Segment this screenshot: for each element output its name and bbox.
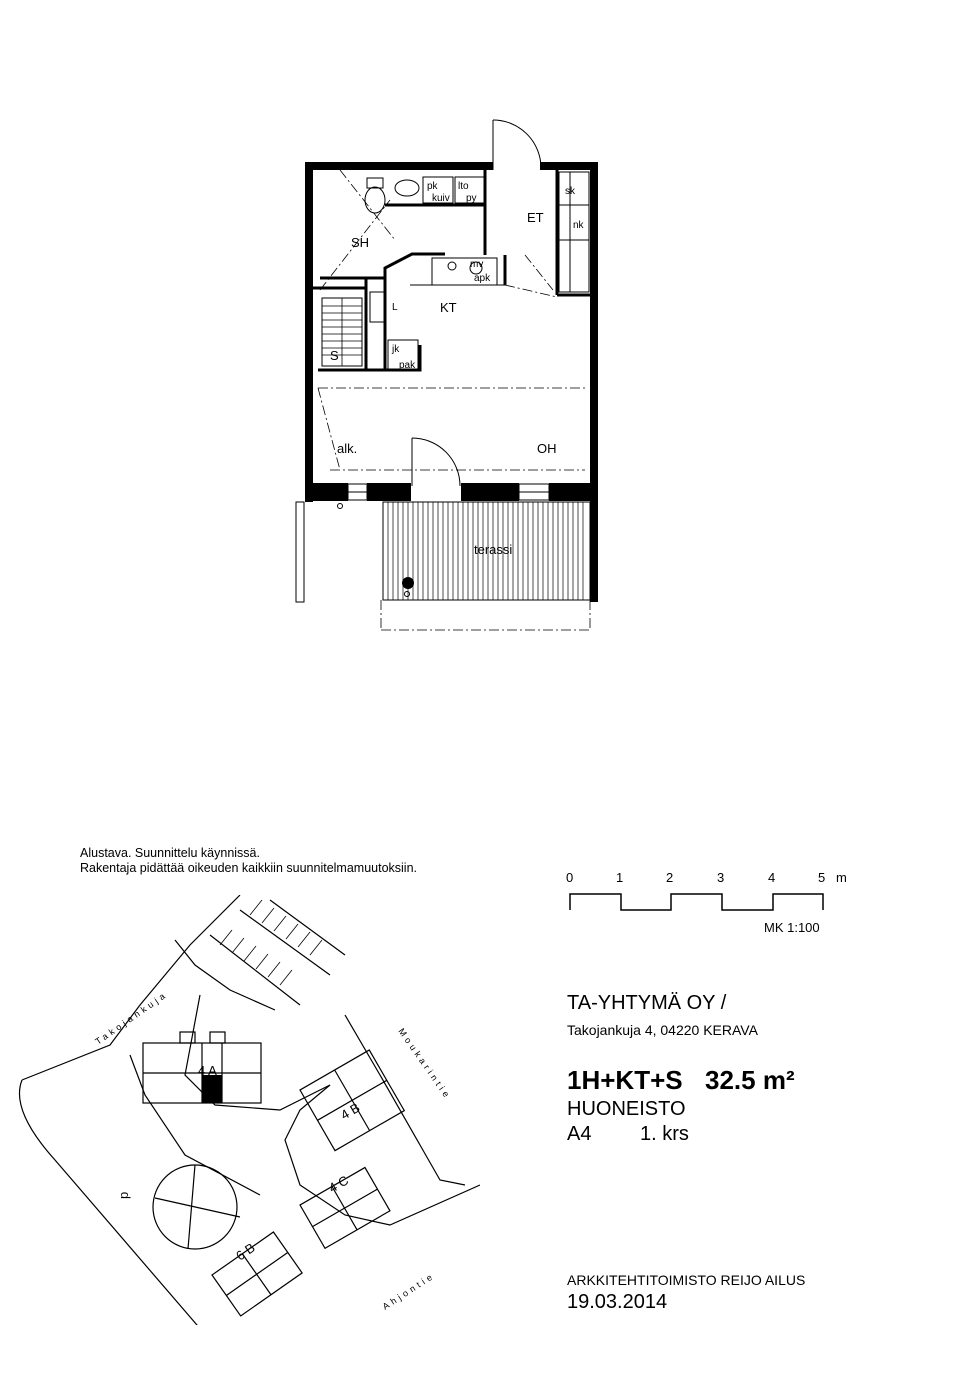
drawing-date: 19.03.2014 [567,1291,668,1313]
parking-label-p: p [116,1191,131,1199]
fixture-pk: pk [427,181,438,192]
floor-level: 1. krs [640,1123,689,1145]
site-plan [0,895,480,1325]
note-changes-reserved: Rakentaja pidättää oikeuden kaikkiin suunnitelmamuutoksiin. [80,861,418,875]
apartment-area: 32.5 m² [705,1065,795,1095]
scale-tick-4: 4 [768,870,776,885]
fixture-py: py [466,193,477,204]
street-label-moukarintie: Moukarintie [396,1026,454,1102]
fixture-apk: apk [474,273,491,284]
scale-label: MK 1:100 [764,920,820,935]
room-label-s: S [330,348,339,363]
fixture-sk: sk [565,186,575,197]
fixture-kuiv: kuiv [432,193,450,204]
building-label-4b: 4 B [338,1099,363,1123]
room-label-alk: alk. [337,441,358,456]
apartment-type: 1H+KT+S [567,1065,683,1095]
fixture-mv: mv [470,259,484,270]
apartment-number: A4 [567,1123,592,1145]
scale-tick-2: 2 [666,870,674,885]
outer-walls [305,162,598,602]
scale-tick-0: 0 [566,870,574,885]
fixture-nk: nk [573,220,584,231]
document-kind: HUONEISTO [567,1098,686,1120]
fixture-pak: pak [399,360,416,371]
project-address: Takojankuja 4, 04220 KERAVA [567,1022,758,1038]
note-preliminary: Alustava. Suunnittelu käynnissä. [80,846,260,860]
room-label-kt: KT [440,300,457,315]
fixture-l: L [392,302,398,313]
scale-tick-1: 1 [616,870,624,885]
street-label-takojankuja: Takojankuja [93,989,170,1047]
fixture-jk: jk [392,344,400,355]
fixture-lto: lto [458,181,469,192]
building-label-4a: 4 A [198,1063,217,1078]
room-label-terassi: terassi [474,542,513,557]
architect-office: ARKKITEHTITOIMISTO REIJO AILUS [567,1272,806,1288]
building-label-6b: 6 B [233,1239,258,1264]
room-label-et: ET [527,210,544,225]
scale-unit: m [836,870,847,885]
street-label-ahjontie: Ahjontie [380,1270,437,1312]
company-name: TA-YHTYMÄ OY / [567,992,727,1014]
room-label-oh: OH [537,441,557,456]
building-label-4c: 4 C [326,1172,352,1196]
scale-tick-3: 3 [717,870,725,885]
scale-tick-5: 5 [818,870,826,885]
room-label-sh: SH [351,235,370,250]
